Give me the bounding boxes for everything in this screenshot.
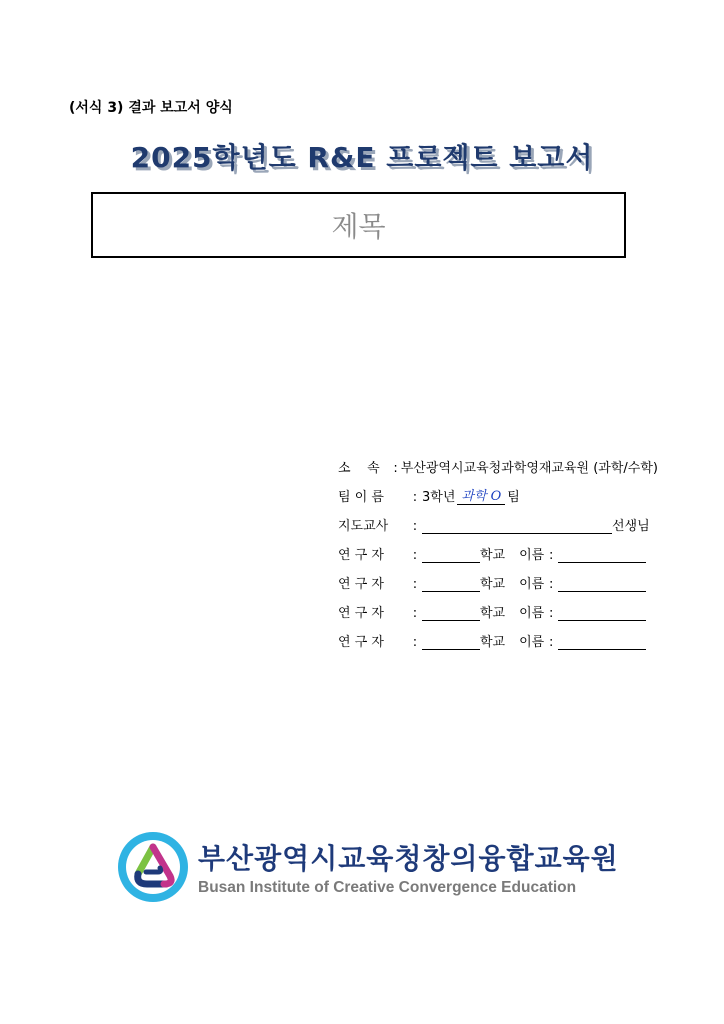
researcher-school-suffix: 학교: [480, 635, 506, 650]
researcher-row: [338, 563, 658, 592]
researcher-name-field[interactable]: [558, 546, 646, 563]
institute-logo: [116, 830, 619, 904]
researcher-school-suffix: 학교: [480, 606, 506, 621]
advisor-suffix: 선생님: [612, 519, 650, 534]
title-text: 제목: [331, 210, 386, 243]
researcher-name-field[interactable]: [558, 575, 646, 592]
researcher-label: 연 구 자: [338, 577, 384, 592]
researcher-name-field[interactable]: [558, 633, 646, 650]
researcher-name-label: 이름: [519, 606, 545, 621]
info-section: [338, 447, 658, 650]
team-suffix: 팀: [507, 490, 520, 505]
triangle-ring-emblem-icon: [116, 830, 190, 904]
colon: :: [549, 577, 554, 592]
researcher-name-label: 이름: [519, 635, 545, 650]
team-label: 팀 이 름: [338, 490, 384, 505]
colon: :: [412, 519, 418, 534]
advisor-name-field[interactable]: [422, 517, 612, 534]
form-label: (서식 3) 결과 보고서 양식: [69, 100, 233, 116]
colon: :: [412, 606, 418, 621]
advisor-label: 지도교사: [338, 519, 389, 534]
researcher-school-field[interactable]: [422, 633, 480, 650]
researcher-school-suffix: 학교: [480, 548, 506, 563]
researcher-label: 연 구 자: [338, 635, 384, 650]
researcher-school-field[interactable]: [422, 575, 480, 592]
team-grade: 3학년: [422, 490, 456, 505]
logo-english: Busan Institute of Creative Convergence Education: [198, 879, 577, 896]
colon: :: [412, 635, 418, 650]
researcher-name-label: 이름: [519, 577, 545, 592]
researcher-label: 연 구 자: [338, 548, 384, 563]
colon: :: [412, 490, 418, 505]
researcher-name-field[interactable]: [558, 604, 646, 621]
logo-korean: 부산광역시교육청창의융합교육원: [198, 842, 619, 875]
researcher-row: [338, 621, 658, 650]
report-title: 2025학년도 R&E 프로젝트 보고서: [130, 141, 594, 174]
advisor-row: [338, 505, 658, 534]
researcher-school-field[interactable]: [422, 604, 480, 621]
title-box[interactable]: [91, 192, 626, 258]
researcher-row: [338, 592, 658, 621]
colon: :: [549, 548, 554, 563]
colon: :: [393, 461, 398, 476]
colon: :: [549, 635, 554, 650]
researcher-name-label: 이름: [519, 548, 545, 563]
affiliation-label: 소 속: [338, 461, 380, 476]
researcher-school-suffix: 학교: [480, 577, 506, 592]
researcher-row: [338, 534, 658, 563]
team-name-field[interactable]: 과학 O: [457, 485, 505, 505]
colon: :: [412, 548, 418, 563]
affiliation-row: [338, 447, 658, 476]
colon: :: [549, 606, 554, 621]
colon: :: [412, 577, 418, 592]
researcher-school-field[interactable]: [422, 546, 480, 563]
researcher-label: 연 구 자: [338, 606, 384, 621]
team-row: [338, 476, 658, 505]
affiliation-value: 부산광역시교육청과학영재교육원 (과학/수학): [400, 461, 658, 476]
